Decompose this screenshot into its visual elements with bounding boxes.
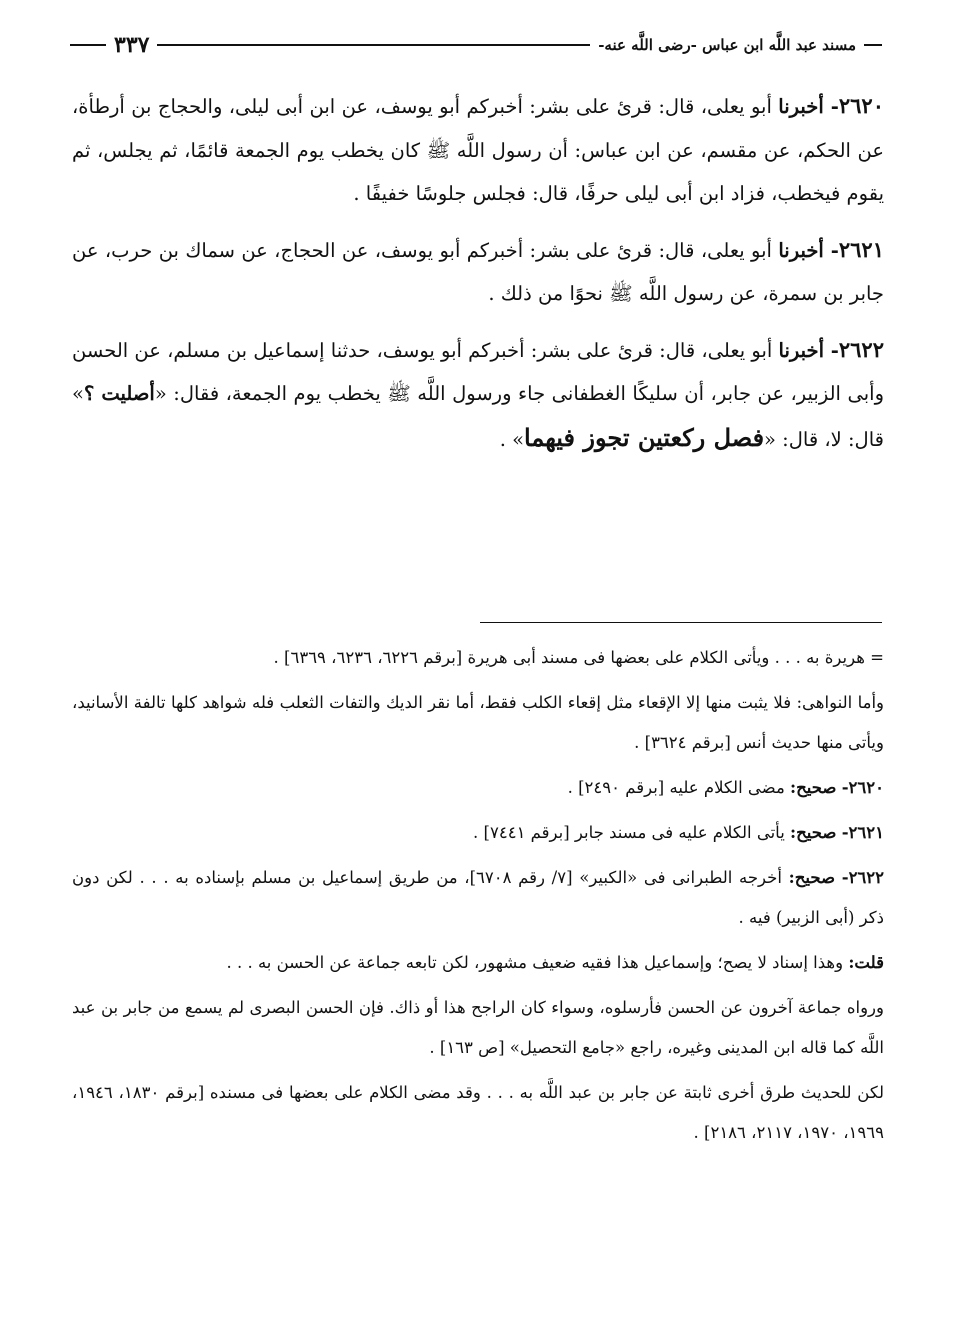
hadith-2620: ٢٦٢٠- أخبرنا أبو يعلى، قال: قرئ على بشر: أخبركم أبو يوسف، عن ابن أبى ليلى، والحجاج بن أرطأة، عن الحكم، عن مقسم، عن ابن عباس: أن رسول اللَّه ﷺ كان يخطب يوم الجمعة قائمًا، ثم يجلس، ثم يقوم فيخطب، فزاد ابن أبى ليلى حرفًا، قال: فجلس جلوسًا خفيفًا . bbox=[72, 93, 884, 205]
prophetic-quote: فصل ركعتين تجوز فيهما bbox=[524, 422, 765, 452]
footnote: = هريرة به . . . ويأتى الكلام على بعضها فى مسند أبى هريرة [برقم ٦٢٢٦، ٦٢٣٦، ٦٣٦٩] . bbox=[273, 648, 884, 667]
hadith-lead: أخبرنا bbox=[778, 338, 824, 362]
hadith-body: أبو يعلى، قال: قرئ على بشر: أخبركم أبو يوسف، عن ابن أبى ليلى، والحجاج بن أرطأة، عن الحكم، عن مقسم، عن ابن عباس: أن رسول اللَّه ﷺ كان يخطب يوم الجمعة قائمًا، ثم يجلس، ثم يقوم فيخطب، فزاد ابن أبى ليلى حرفًا، قال: فجلس جلوسًا خفيفًا . bbox=[72, 95, 884, 205]
footnote-number: ٢٦٢١- bbox=[841, 823, 884, 842]
footnote-text: يأتى الكلام عليه فى مسند جابر [برقم ٧٤٤١] . bbox=[473, 823, 791, 842]
prophetic-quote: أصليت ؟ bbox=[83, 382, 155, 405]
footnote: وأما النواهى: فلا يثبت منها إلا الإقعاء مثل إقعاء الكلب فقط، أما نقر الديك والتفات الثعلب فله شواهد كلها تالفة الأسانيد، ويأتى منها حديث أنس [برقم ٣٦٢٤] . bbox=[72, 693, 884, 752]
hadith-body: » . bbox=[499, 427, 525, 451]
comment-label: قلت: bbox=[848, 953, 884, 972]
grading-label: صحيح: bbox=[788, 868, 836, 887]
footnote-text: مضى الكلام عليه [برقم ٢٤٩٠] . bbox=[567, 778, 791, 797]
footnote: ورواه جماعة آخرون عن الحسن فأرسلوه، وسواء كان الراجح هذا أو ذاك. فإن الحسن البصرى لم يسمع من جابر بن عبد اللَّه كما قاله ابن المدينى وغيره، راجع «جامع التحصيل» [ص ١٦٣] . bbox=[72, 998, 884, 1057]
hadith-lead: أخبرنا bbox=[778, 238, 824, 262]
grading-label: صحيح: bbox=[790, 823, 837, 842]
footnote: لكن للحديث طرق أخرى ثابتة عن جابر بن عبد اللَّه به . . . وقد مضى الكلام على بعضها فى مسنده [برقم ١٨٣٠، ١٩٤٦، ١٩٦٩، ١٩٧٠، ٢١١٧، ٢١٨٦] . bbox=[72, 1083, 884, 1142]
hadith-body: أبو يعلى، قال: قرئ على بشر: أخبركم أبو يوسف، عن الحجاج، عن سماك بن حرب، عن جابر بن سمرة، عن رسول اللَّه ﷺ نحوًا من ذلك . bbox=[72, 238, 884, 305]
header-rule bbox=[864, 44, 882, 46]
footnote-2622 bbox=[72, 858, 884, 938]
hadith-text bbox=[72, 84, 884, 461]
hadith-number: ٢٦٢٠ bbox=[838, 93, 884, 118]
footnote-number: ٢٦٢٢- bbox=[841, 868, 885, 887]
page-number: ٣٣٧ bbox=[114, 32, 150, 58]
grading-label: صحيح: bbox=[790, 778, 837, 797]
footnote-text: وهذا إسناد لا يصح؛ وإسماعيل هذا فقيه ضعيف مشهور، لكن تابعه جماعة عن الحسن به . . . bbox=[226, 953, 849, 972]
footnote-comment bbox=[72, 943, 884, 983]
footnote-divider bbox=[480, 622, 882, 623]
header-rule bbox=[157, 44, 590, 46]
hadith-2621: ٢٦٢١- أخبرنا أبو يعلى، قال: قرئ على بشر: أخبركم أبو يوسف، عن الحجاج، عن سماك بن حرب، عن جابر بن سمرة، عن رسول اللَّه ﷺ نحوًا من ذلك . bbox=[72, 236, 884, 305]
hadith-body: أبو يعلى، قال: قرئ على بشر: أخبركم أبو يوسف، حدثنا إسماعيل بن مسلم، عن الحسن وأبى الزبير، عن جابر، أن سليكًا الغطفانى جاء ورسول اللَّه ﷺ يخطب يوم الجمعة، فقال: « bbox=[72, 338, 884, 405]
header-title: مسند عبد اللَّه ابن عباس -رضى اللَّه عنه- bbox=[598, 36, 856, 54]
footnote-2620 bbox=[72, 768, 884, 808]
hadith-body: » قال: لا، قال: « bbox=[72, 382, 884, 451]
hadith-number: ٢٦٢٢ bbox=[838, 336, 884, 362]
footnote-number: ٢٦٢٠- bbox=[841, 778, 884, 797]
footnote-text: أخرجه الطبرانى فى «الكبير» [٧/ رقم ٦٧٠٨]، من طريق إسماعيل بن مسلم بإسناده به . . . لكن دون ذكر (أبى الزبير) فيه . bbox=[72, 868, 884, 927]
hadith-number: ٢٦٢١ bbox=[838, 236, 884, 262]
footnote-2621 bbox=[72, 813, 884, 853]
footnotes bbox=[72, 638, 884, 1153]
header-rule bbox=[70, 44, 106, 46]
hadith-2622: ٢٦٢٢- أخبرنا أبو يعلى، قال: قرئ على بشر: أخبركم أبو يوسف، حدثنا إسماعيل بن مسلم، عن الحسن وأبى الزبير، عن جابر، أن سليكًا الغطفانى جاء ورسول اللَّه ﷺ يخطب يوم الجمعة، فقال: «أصليت ؟» قال: لا، قال: «فصل ركعتين تجوز فيهما» . bbox=[72, 336, 884, 452]
hadith-lead: أخبرنا bbox=[778, 95, 824, 118]
running-header bbox=[70, 30, 882, 60]
